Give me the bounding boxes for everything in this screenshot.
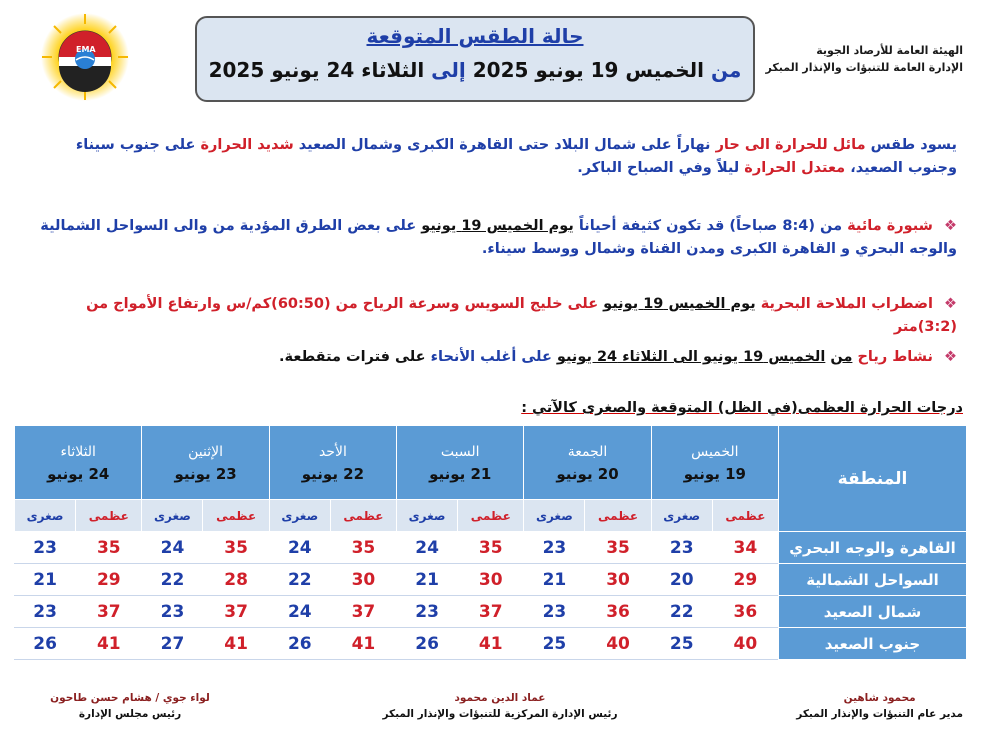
fog-areas: على بعض الطرق المؤدية من والى السواحل الشمالية والوجه البحري و القاهرة الكبرى ومدن القناة وشمال ووسط سيناء. bbox=[40, 218, 957, 257]
signature-name: لواء جوي / هشام حسن طاحون bbox=[50, 692, 210, 704]
signature-name: عماد الدين محمود bbox=[454, 692, 546, 704]
max-temp-cell: 41 bbox=[203, 628, 269, 660]
org-line-1: الهيئة العامة للأرصاد الجوية bbox=[816, 44, 963, 57]
wind-period: الخميس 19 يونيو الى الثلاثاء 24 يونيو bbox=[556, 349, 826, 365]
fog-label: شبورة مائية bbox=[847, 218, 933, 234]
summary-part-6: وجنوب الصعيد، bbox=[850, 160, 957, 176]
min-temp-cell: 26 bbox=[397, 628, 458, 660]
bullet-marine bbox=[27, 293, 957, 339]
fog-time: من (8:4 صباحاً) قد تكون كثيفة أحياناً bbox=[578, 218, 843, 234]
max-temp-cell: 35 bbox=[330, 532, 396, 564]
max-temp-cell: 28 bbox=[203, 564, 269, 596]
min-label: صغرى bbox=[397, 500, 458, 532]
summary-part-8: ليلاً وفي الصباح الباكر. bbox=[577, 160, 740, 176]
min-temp-cell: 21 bbox=[397, 564, 458, 596]
max-temp-cell: 35 bbox=[458, 532, 524, 564]
max-temp-cell: 35 bbox=[76, 532, 142, 564]
day-name: الأحد bbox=[318, 443, 347, 460]
min-temp-cell: 24 bbox=[397, 532, 458, 564]
signature-role: رئيس مجلس الإدارة bbox=[78, 708, 182, 720]
max-temp-cell: 37 bbox=[330, 596, 396, 628]
day-date: 21 يونيو bbox=[429, 464, 492, 483]
diamond-bullet-icon: ❖ bbox=[944, 296, 957, 312]
max-temp-cell: 36 bbox=[585, 596, 651, 628]
max-label: عظمى bbox=[76, 500, 142, 532]
day-date: 19 يونيو bbox=[683, 464, 746, 483]
min-temp-cell: 22 bbox=[142, 564, 203, 596]
organization-name bbox=[766, 42, 963, 76]
table-row bbox=[15, 532, 967, 564]
region-cell: القاهرة والوجه البحري bbox=[779, 532, 967, 564]
table-row bbox=[15, 596, 967, 628]
signature-2 bbox=[360, 690, 640, 722]
day-name: الإثنين bbox=[188, 443, 224, 460]
max-temp-cell: 37 bbox=[76, 596, 142, 628]
day-date: 24 يونيو bbox=[47, 464, 110, 483]
table-header-row bbox=[15, 426, 967, 500]
page-title: حالة الطقس المتوقعة bbox=[366, 24, 584, 48]
day-header bbox=[269, 426, 396, 500]
period-end: الثلاثاء 24 يونيو 2025 bbox=[208, 58, 425, 82]
bullet-fog bbox=[27, 215, 957, 261]
wind-from: من bbox=[830, 349, 853, 365]
wind-areas: على أغلب الأنحاء bbox=[430, 349, 552, 365]
diamond-bullet-icon: ❖ bbox=[944, 218, 957, 234]
table-row bbox=[15, 628, 967, 660]
max-temp-cell: 30 bbox=[330, 564, 396, 596]
signature-3 bbox=[30, 690, 230, 722]
summary-part-3: نهاراً على شمال البلاد حتى القاهرة الكبرى وشمال الصعيد bbox=[298, 137, 711, 153]
region-cell: جنوب الصعيد bbox=[779, 628, 967, 660]
max-temp-cell: 37 bbox=[458, 596, 524, 628]
max-temp-cell: 34 bbox=[712, 532, 778, 564]
max-temp-cell: 37 bbox=[203, 596, 269, 628]
region-cell: شمال الصعيد bbox=[779, 596, 967, 628]
summary-part-4: شديد الحرارة bbox=[200, 137, 294, 153]
table-row bbox=[15, 564, 967, 596]
marine-details: على خليج السويس وسرعة الرياح من (60:50)كم/س وارتفاع الأمواج من (3:2)متر bbox=[86, 296, 957, 335]
day-header bbox=[142, 426, 269, 500]
min-temp-cell: 25 bbox=[524, 628, 585, 660]
day-name: السبت bbox=[440, 443, 480, 460]
summary-paragraph bbox=[27, 134, 957, 180]
min-temp-cell: 23 bbox=[15, 532, 76, 564]
day-header bbox=[524, 426, 651, 500]
min-temp-cell: 25 bbox=[651, 628, 712, 660]
min-label: صغرى bbox=[15, 500, 76, 532]
min-temp-cell: 22 bbox=[269, 564, 330, 596]
min-label: صغرى bbox=[651, 500, 712, 532]
max-temp-cell: 41 bbox=[330, 628, 396, 660]
summary-part-1: يسود طقس bbox=[870, 137, 957, 153]
forecast-period bbox=[197, 58, 753, 82]
day-date: 20 يونيو bbox=[556, 464, 619, 483]
fog-day: يوم الخميس 19 يونيو bbox=[421, 218, 574, 234]
min-temp-cell: 21 bbox=[15, 564, 76, 596]
max-temp-cell: 29 bbox=[76, 564, 142, 596]
min-label: صغرى bbox=[269, 500, 330, 532]
max-temp-cell: 36 bbox=[712, 596, 778, 628]
day-header bbox=[15, 426, 142, 500]
region-cell: السواحل الشمالية bbox=[779, 564, 967, 596]
min-label: صغرى bbox=[142, 500, 203, 532]
min-temp-cell: 23 bbox=[524, 532, 585, 564]
max-temp-cell: 30 bbox=[458, 564, 524, 596]
min-temp-cell: 20 bbox=[651, 564, 712, 596]
logo-text: EMA bbox=[76, 45, 96, 54]
min-temp-cell: 23 bbox=[397, 596, 458, 628]
min-temp-cell: 27 bbox=[142, 628, 203, 660]
min-temp-cell: 26 bbox=[15, 628, 76, 660]
signature-role: رئيس الإدارة المركزية للتنبؤات والإنذار المبكر bbox=[382, 708, 618, 720]
summary-part-5: على جنوب سيناء bbox=[75, 137, 196, 153]
region-header: المنطقة bbox=[779, 426, 967, 532]
min-temp-cell: 26 bbox=[269, 628, 330, 660]
min-temp-cell: 23 bbox=[651, 532, 712, 564]
table-body bbox=[15, 532, 967, 660]
signature-1 bbox=[796, 690, 963, 722]
day-name: الجمعة bbox=[567, 443, 608, 460]
wind-frequency: على فترات متقطعة. bbox=[279, 349, 426, 365]
period-to: إلى bbox=[431, 58, 466, 82]
max-temp-cell: 29 bbox=[712, 564, 778, 596]
summary-part-7: معتدل الحرارة bbox=[744, 160, 846, 176]
max-temp-cell: 40 bbox=[585, 628, 651, 660]
max-label: عظمى bbox=[203, 500, 269, 532]
ema-logo bbox=[30, 12, 140, 102]
min-temp-cell: 23 bbox=[524, 596, 585, 628]
org-line-2: الإدارة العامة للتنبؤات والإنذار المبكر bbox=[765, 61, 963, 74]
day-date: 22 يونيو bbox=[301, 464, 365, 483]
summary-part-2: مائل للحرارة الى حار bbox=[715, 137, 866, 153]
wind-label: نشاط رياح bbox=[857, 349, 933, 365]
day-date: 23 يونيو bbox=[174, 464, 237, 483]
bullet-wind bbox=[27, 346, 957, 369]
marine-day: يوم الخميس 19 يونيو bbox=[603, 296, 756, 312]
min-temp-cell: 23 bbox=[142, 596, 203, 628]
min-temp-cell: 22 bbox=[651, 596, 712, 628]
marine-label: اضطراب الملاحة البحرية bbox=[760, 296, 933, 312]
min-temp-cell: 24 bbox=[269, 596, 330, 628]
min-temp-cell: 24 bbox=[269, 532, 330, 564]
signature-role: مدير عام التنبؤات والإنذار المبكر bbox=[796, 708, 963, 720]
title-box bbox=[195, 16, 755, 102]
max-temp-cell: 30 bbox=[585, 564, 651, 596]
max-temp-cell: 35 bbox=[585, 532, 651, 564]
signature-name: محمود شاهين bbox=[843, 692, 916, 704]
temperature-table bbox=[14, 425, 967, 660]
period-from: من bbox=[711, 58, 742, 82]
day-name: الخميس bbox=[691, 443, 739, 460]
day-header bbox=[397, 426, 524, 500]
min-temp-cell: 24 bbox=[142, 532, 203, 564]
period-start: الخميس 19 يونيو 2025 bbox=[472, 58, 705, 82]
max-temp-cell: 41 bbox=[458, 628, 524, 660]
max-label: عظمى bbox=[585, 500, 651, 532]
max-label: عظمى bbox=[458, 500, 524, 532]
max-temp-cell: 41 bbox=[76, 628, 142, 660]
max-temp-cell: 35 bbox=[203, 532, 269, 564]
table-title: درجات الحرارة العظمى(في الظل) المتوقعة والصغرى كالآتي : bbox=[521, 400, 963, 416]
day-header bbox=[651, 426, 778, 500]
min-label: صغرى bbox=[524, 500, 585, 532]
day-name: الثلاثاء bbox=[60, 443, 96, 460]
max-temp-cell: 40 bbox=[712, 628, 778, 660]
max-label: عظمى bbox=[712, 500, 778, 532]
min-temp-cell: 23 bbox=[15, 596, 76, 628]
min-temp-cell: 21 bbox=[524, 564, 585, 596]
max-label: عظمى bbox=[330, 500, 396, 532]
diamond-bullet-icon: ❖ bbox=[944, 349, 957, 365]
